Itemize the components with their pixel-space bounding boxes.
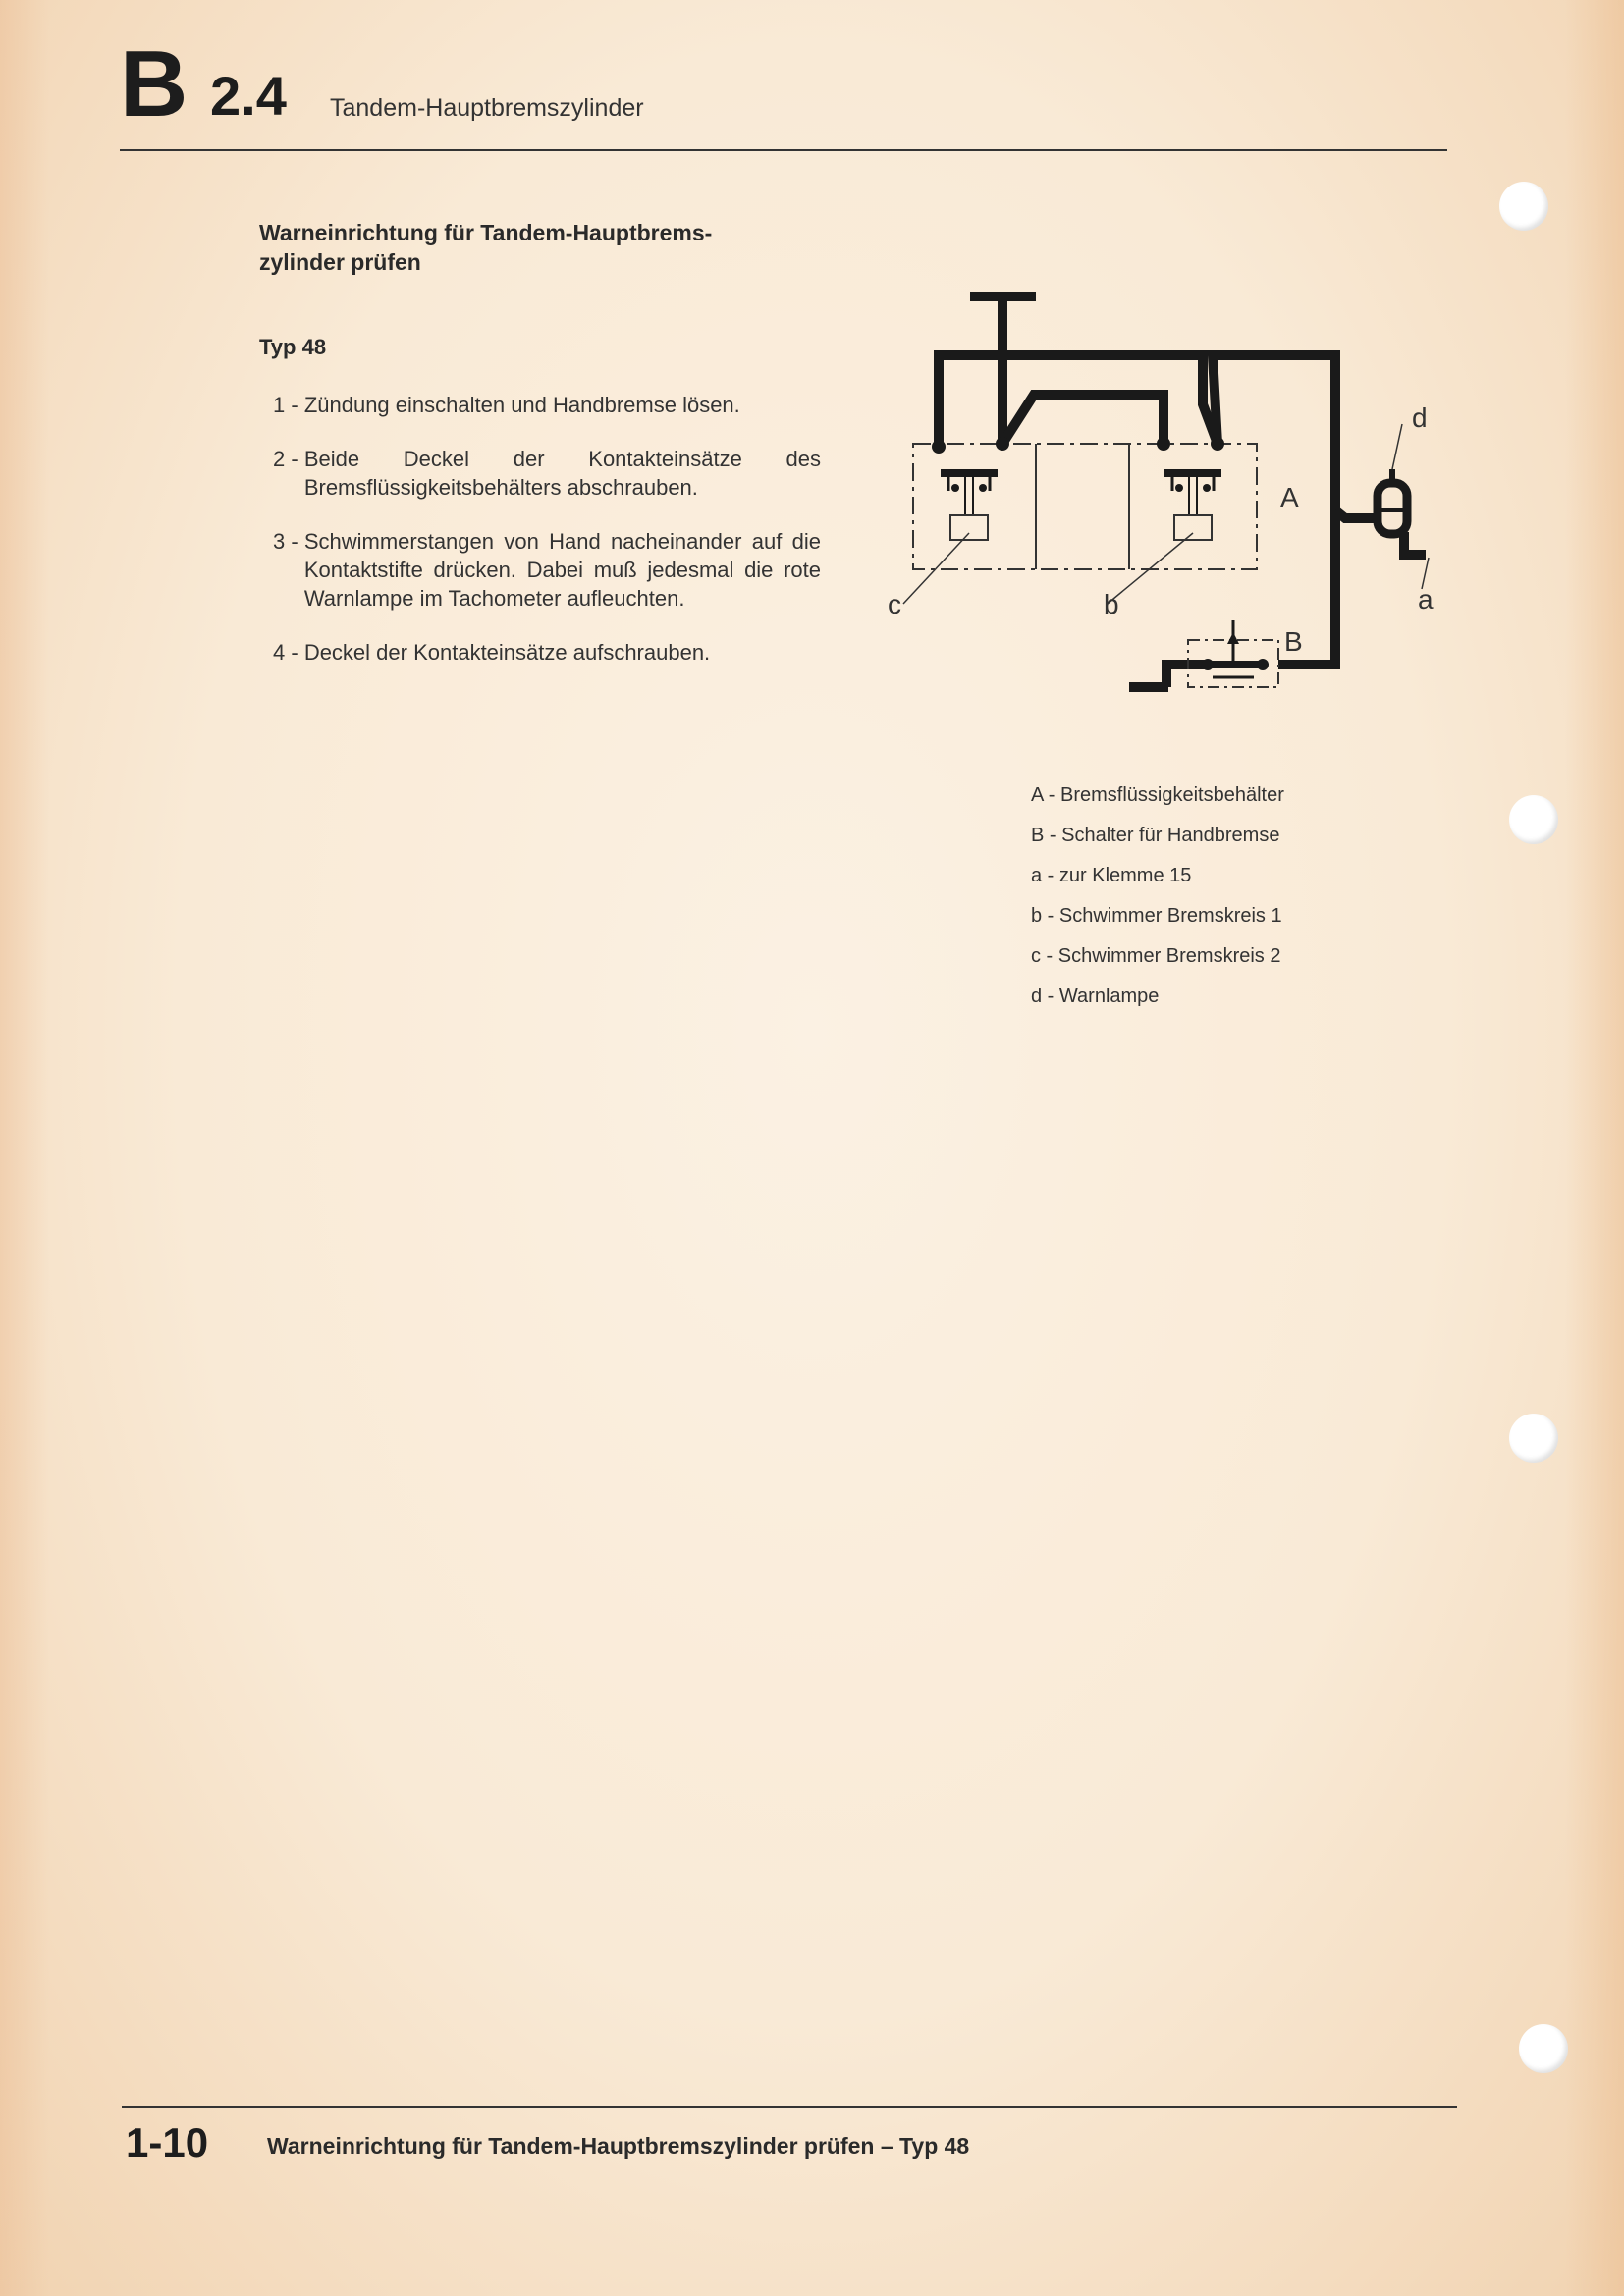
- label-d: d: [1412, 402, 1428, 433]
- page-number: 1-10: [126, 2119, 209, 2165]
- footer-rule: [122, 2106, 1457, 2108]
- legend-item-b: b - Schwimmer Bremskreis 1: [1031, 905, 1282, 927]
- step-text: Deckel der Kontakteinsätze aufschrauben.: [303, 640, 711, 665]
- step-number: 1 -: [273, 393, 298, 417]
- punch-hole-4: [1519, 2024, 1568, 2073]
- punch-hole-2: [1509, 795, 1558, 844]
- label-A: A: [1280, 482, 1299, 512]
- page-edge-right: [1565, 0, 1624, 2296]
- warning-lamp: [1377, 469, 1408, 534]
- junction-dots: [932, 437, 1224, 454]
- page-edge-left: [0, 0, 49, 2296]
- step-4: [273, 638, 821, 667]
- legend-item-A: A - Bremsflüssigkeitsbehälter: [1031, 784, 1284, 806]
- legend-item-d: d - Warnlampe: [1031, 986, 1160, 1007]
- label-a: a: [1418, 584, 1434, 614]
- step-1: [273, 391, 821, 419]
- step-text: Beide Deckel der Kontakteinsätze des Bremsflüssigkeitsbehälters abschrauben.: [303, 447, 821, 500]
- step-list: [273, 391, 821, 692]
- step-number: 2 -: [273, 447, 298, 471]
- wiring-diagram: [874, 275, 1443, 707]
- label-c: c: [888, 589, 901, 619]
- step-2: [273, 445, 821, 502]
- step-number: 3 -: [273, 529, 298, 554]
- step-3: [273, 527, 821, 613]
- step-text: Schwimmerstangen von Hand nacheinander auf die Kontaktstifte drücken. Dabei muß jedesmal die rote Warnlampe im Tachometer aufleuchten.: [303, 529, 821, 611]
- procedure-heading-text: Warneinrichtung für Tandem-Hauptbrems- zylinder prüfen: [259, 220, 713, 275]
- section-letter: B: [120, 31, 189, 136]
- legend-item-c: c - Schwimmer Bremskreis 2: [1031, 945, 1281, 967]
- footer-title: Warneinrichtung für Tandem-Hauptbremszylinder prüfen – Typ 48: [267, 2133, 970, 2159]
- section-number: 2.4: [210, 65, 287, 127]
- legend-item-B: B - Schalter für Handbremse: [1031, 825, 1280, 846]
- label-B: B: [1284, 626, 1303, 657]
- step-number: 4 -: [273, 640, 298, 665]
- label-b: b: [1104, 589, 1119, 619]
- handbrake-switch: [1188, 620, 1278, 687]
- punch-hole-3: [1509, 1414, 1558, 1463]
- legend-item-a: a - zur Klemme 15: [1031, 865, 1192, 886]
- wire-inner-top: [1002, 395, 1164, 444]
- wire-left-loop: [939, 355, 1218, 447]
- header-rule: [120, 149, 1447, 151]
- type-label: Typ 48: [259, 335, 327, 359]
- float-contact-b: [1164, 469, 1221, 540]
- wire-right: [1213, 355, 1335, 510]
- step-text: Zündung einschalten und Handbremse lösen.: [303, 393, 740, 417]
- punch-hole-1: [1499, 182, 1548, 231]
- diagram-legend: [1031, 775, 1424, 1017]
- float-contact-c: [941, 469, 998, 540]
- wiring-lines: [939, 296, 1426, 687]
- wire-lamp: [1335, 510, 1377, 518]
- section-title: Tandem-Hauptbremszylinder: [330, 94, 644, 122]
- procedure-heading: [259, 218, 770, 277]
- wire-to-a: [1404, 532, 1426, 555]
